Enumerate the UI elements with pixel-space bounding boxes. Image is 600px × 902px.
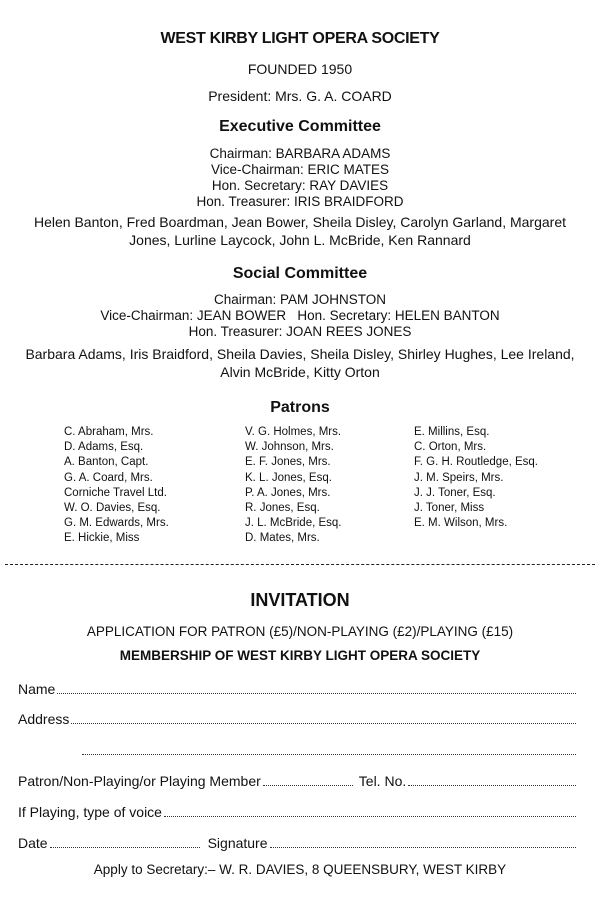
address-input-line-2[interactable]	[82, 742, 576, 755]
member-type-input-line[interactable]	[263, 773, 353, 786]
patron-name: G. M. Edwards, Mrs.	[64, 517, 169, 530]
address-label: Address	[18, 711, 70, 727]
founded-year: FOUNDED 1950	[247, 61, 353, 77]
patron-name: R. Jones, Esq.	[245, 502, 320, 515]
tel-input-line[interactable]	[408, 773, 576, 786]
date-signature-field[interactable]	[18, 835, 578, 851]
patron-name: J. Toner, Miss	[414, 502, 485, 515]
patron-name: G. A. Coard, Mrs.	[64, 471, 153, 484]
patron-name: E. Millins, Esq.	[414, 426, 490, 438]
social-officers	[0, 292, 600, 340]
patron-name: J. M. Speirs, Mrs.	[414, 471, 504, 484]
patron-name: W. O. Davies, Esq.	[64, 502, 161, 515]
patron-name: C. Orton, Mrs.	[414, 441, 487, 454]
patron-name: E. Hickie, Miss	[64, 532, 140, 545]
address-field-line-2[interactable]	[80, 742, 578, 755]
signature-input-line[interactable]	[270, 835, 576, 848]
date-label: Date	[18, 835, 48, 851]
social-chairman: Chairman: PAM JOHNSTON	[213, 292, 387, 307]
patron-name: J. J. Toner, Esq.	[414, 486, 496, 499]
name-label: Name	[18, 681, 56, 697]
patrons-column-2	[245, 425, 342, 547]
patron-name: D. Mates, Mrs.	[245, 532, 320, 545]
patron-name: W. Johnson, Mrs.	[245, 441, 334, 454]
executive-treasurer: Hon. Treasurer: IRIS BRAIDFORD	[196, 194, 404, 209]
patron-name: Corniche Travel Ltd.	[64, 486, 167, 499]
executive-committee-title: Executive Committee	[219, 118, 381, 135]
cut-line	[5, 564, 595, 565]
executive-members: Helen Banton, Fred Boardman, Jean Bower, Sheila Disley, Carolyn Garland, Margaret Jones, Lurline Laycock, John L. McBride, Ken Rannard	[33, 214, 566, 248]
executive-vice-chairman: Vice-Chairman: ERIC MATES	[210, 162, 390, 177]
member-type-field[interactable]	[18, 773, 578, 789]
address-field[interactable]	[18, 711, 578, 727]
name-input-line[interactable]	[57, 681, 576, 694]
society-name: WEST KIRBY LIGHT OPERA SOCIETY	[160, 30, 440, 47]
social-vice-chairman-secretary: Vice-Chairman: JEAN BOWER Hon. Secretary: HELEN BANTON	[100, 308, 500, 323]
patron-name: C. Abraham, Mrs.	[64, 426, 154, 438]
invitation-title: INVITATION	[250, 590, 350, 610]
social-committee-title: Social Committee	[232, 265, 368, 282]
tel-label: Tel. No.	[358, 773, 407, 789]
patron-name: E. F. Jones, Mrs.	[245, 456, 331, 469]
president: President: Mrs. G. A. COARD	[208, 88, 392, 104]
patron-name: K. L. Jones, Esq.	[245, 471, 332, 484]
application-line: APPLICATION FOR PATRON (£5)/NON-PLAYING (£2)/PLAYING (£15)	[86, 624, 514, 639]
social-members: Barbara Adams, Iris Braidford, Sheila Davies, Sheila Disley, Shirley Hughes, Lee Ireland, Alvin McBride, Kitty Orton	[25, 346, 575, 380]
executive-officers	[0, 146, 600, 210]
patron-name: P. A. Jones, Mrs.	[245, 486, 331, 499]
patron-name: F. G. H. Routledge, Esq.	[414, 456, 539, 469]
patron-name: A. Banton, Capt.	[64, 456, 149, 469]
patron-name: V. G. Holmes, Mrs.	[245, 426, 342, 438]
membership-heading: MEMBERSHIP OF WEST KIRBY LIGHT OPERA SOCIETY	[119, 648, 481, 663]
patron-name: E. M. Wilson, Mrs.	[414, 517, 508, 530]
patrons-title: Patrons	[270, 399, 330, 416]
address-input-line[interactable]	[71, 711, 576, 724]
patrons-column-1	[64, 425, 169, 547]
executive-secretary: Hon. Secretary: RAY DAVIES	[211, 178, 389, 193]
patron-name: D. Adams, Esq.	[64, 441, 144, 454]
signature-label: Signature	[207, 835, 268, 851]
date-input-line[interactable]	[50, 835, 200, 848]
name-field[interactable]	[18, 681, 578, 697]
voice-input-line[interactable]	[164, 804, 576, 817]
patron-name: J. L. McBride, Esq.	[245, 517, 342, 530]
patrons-column-3	[414, 425, 538, 531]
voice-label: If Playing, type of voice	[18, 804, 162, 820]
secretary-address: Apply to Secretary:– W. R. DAVIES, 8 QUEENSBURY, WEST KIRBY	[93, 862, 507, 877]
member-type-label: Patron/Non-Playing/or Playing Member	[18, 773, 261, 789]
voice-field[interactable]	[18, 804, 578, 820]
social-treasurer: Hon. Treasurer: JOAN REES JONES	[188, 324, 412, 339]
executive-chairman: Chairman: BARBARA ADAMS	[209, 146, 391, 161]
